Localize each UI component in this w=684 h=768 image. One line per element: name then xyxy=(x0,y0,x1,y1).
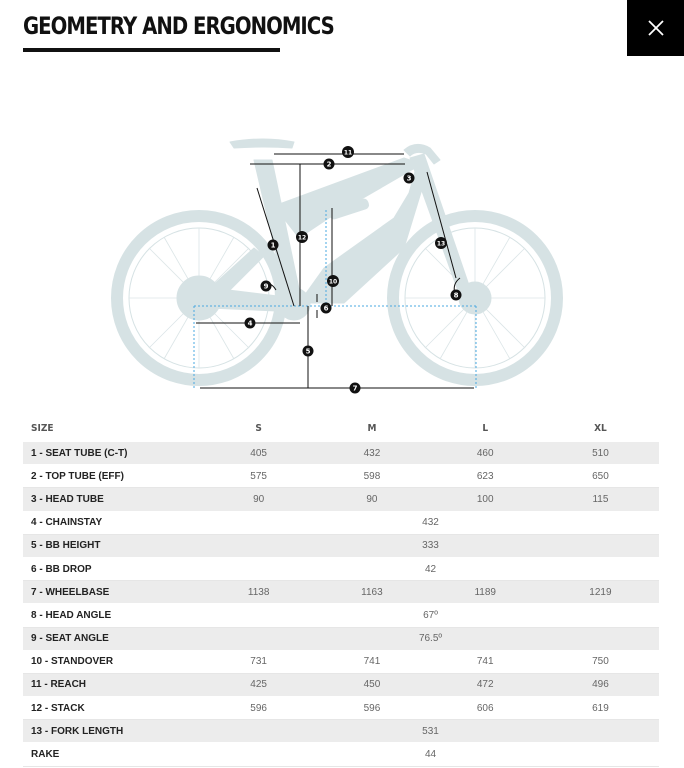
cell-value: 575 xyxy=(202,465,315,488)
svg-text:13: 13 xyxy=(436,240,446,248)
table-row xyxy=(23,488,659,511)
cell-value: 741 xyxy=(429,650,542,673)
cell-value: 1163 xyxy=(315,581,428,604)
cell-value-shared: 42 xyxy=(202,557,659,580)
column-header-s: S xyxy=(255,422,262,434)
column-header-size: SIZE xyxy=(31,422,54,434)
svg-text:2: 2 xyxy=(326,160,332,169)
cell-value: 405 xyxy=(202,442,315,465)
table-row xyxy=(23,627,659,650)
row-label: 13 - FORK LENGTH xyxy=(23,720,202,743)
marker-12 xyxy=(296,231,308,243)
row-label: 8 - HEAD ANGLE xyxy=(23,604,202,627)
marker-13 xyxy=(435,237,447,249)
cell-value: 596 xyxy=(202,697,315,720)
cell-value: 606 xyxy=(429,697,542,720)
close-button[interactable] xyxy=(627,0,684,56)
cell-value: 750 xyxy=(542,650,659,673)
svg-text:6: 6 xyxy=(323,304,329,313)
svg-text:12: 12 xyxy=(297,234,307,242)
bike-geometry-diagram xyxy=(104,98,580,416)
cell-value-shared: 44 xyxy=(202,743,659,766)
cell-value-shared: 76.5º xyxy=(202,627,659,650)
svg-text:10: 10 xyxy=(328,278,338,286)
cell-value-shared: 531 xyxy=(202,720,659,743)
row-label: 5 - BB HEIGHT xyxy=(23,534,202,557)
cell-value: 90 xyxy=(315,488,428,511)
marker-3 xyxy=(404,173,415,184)
row-label: 12 - STACK xyxy=(23,697,202,720)
column-header-xl: XL xyxy=(594,422,607,434)
cell-value: 598 xyxy=(315,465,428,488)
cell-value: 741 xyxy=(315,650,428,673)
marker-2 xyxy=(324,159,335,170)
table-row xyxy=(23,697,659,720)
row-label: RAKE xyxy=(23,743,202,766)
table-header-row xyxy=(23,414,659,442)
table-row xyxy=(23,743,659,766)
cell-value: 731 xyxy=(202,650,315,673)
cell-value: 619 xyxy=(542,697,659,720)
marker-7 xyxy=(350,383,361,394)
row-label: 7 - WHEELBASE xyxy=(23,581,202,604)
cell-value: 115 xyxy=(542,488,659,511)
cell-value: 510 xyxy=(542,442,659,465)
cell-value-shared: 333 xyxy=(202,534,659,557)
table-row xyxy=(23,442,659,465)
geometry-table xyxy=(23,414,659,767)
cell-value: 472 xyxy=(429,673,542,696)
svg-text:11: 11 xyxy=(343,149,353,157)
column-header-m: M xyxy=(367,422,377,434)
page-title: GEOMETRY AND ERGONOMICS xyxy=(23,12,334,40)
cell-value: 90 xyxy=(202,488,315,511)
row-label: 11 - REACH xyxy=(23,673,202,696)
svg-text:1: 1 xyxy=(270,241,276,250)
title-underline xyxy=(23,48,280,52)
table-row xyxy=(23,465,659,488)
cell-value: 1138 xyxy=(202,581,315,604)
cell-value: 650 xyxy=(542,465,659,488)
cell-value: 1189 xyxy=(429,581,542,604)
cell-value: 425 xyxy=(202,673,315,696)
row-label: 1 - SEAT TUBE (C-T) xyxy=(23,442,202,465)
cell-value: 623 xyxy=(429,465,542,488)
table-row xyxy=(23,557,659,580)
cell-value-shared: 432 xyxy=(202,511,659,534)
cell-value: 450 xyxy=(315,673,428,696)
cell-value: 496 xyxy=(542,673,659,696)
cell-value: 596 xyxy=(315,697,428,720)
table-row xyxy=(23,673,659,696)
cell-value: 460 xyxy=(429,442,542,465)
table-row xyxy=(23,650,659,673)
row-label: 2 - TOP TUBE (EFF) xyxy=(23,465,202,488)
marker-1 xyxy=(268,240,279,251)
row-label: 4 - CHAINSTAY xyxy=(23,511,202,534)
row-label: 9 - SEAT ANGLE xyxy=(23,627,202,650)
close-icon xyxy=(648,20,664,36)
marker-11 xyxy=(342,146,354,158)
row-label: 3 - HEAD TUBE xyxy=(23,488,202,511)
table-row xyxy=(23,581,659,604)
marker-6 xyxy=(321,303,332,314)
table-row xyxy=(23,534,659,557)
marker-8 xyxy=(451,290,462,301)
bike-geometry-svg xyxy=(104,98,580,416)
cell-value: 432 xyxy=(315,442,428,465)
svg-text:9: 9 xyxy=(263,282,269,291)
table-row xyxy=(23,511,659,534)
cell-value: 100 xyxy=(429,488,542,511)
svg-text:8: 8 xyxy=(453,291,459,300)
marker-9 xyxy=(261,281,272,292)
row-label: 10 - STANDOVER xyxy=(23,650,202,673)
svg-text:7: 7 xyxy=(352,384,358,393)
marker-10 xyxy=(327,275,339,287)
column-header-l: L xyxy=(482,422,489,434)
svg-text:5: 5 xyxy=(305,347,311,356)
row-label: 6 - BB DROP xyxy=(23,557,202,580)
svg-text:4: 4 xyxy=(247,319,253,328)
table-row xyxy=(23,604,659,627)
marker-4 xyxy=(245,318,256,329)
svg-text:3: 3 xyxy=(406,174,412,183)
table-row xyxy=(23,720,659,743)
cell-value-shared: 67º xyxy=(202,604,659,627)
cell-value: 1219 xyxy=(542,581,659,604)
marker-5 xyxy=(303,346,314,357)
